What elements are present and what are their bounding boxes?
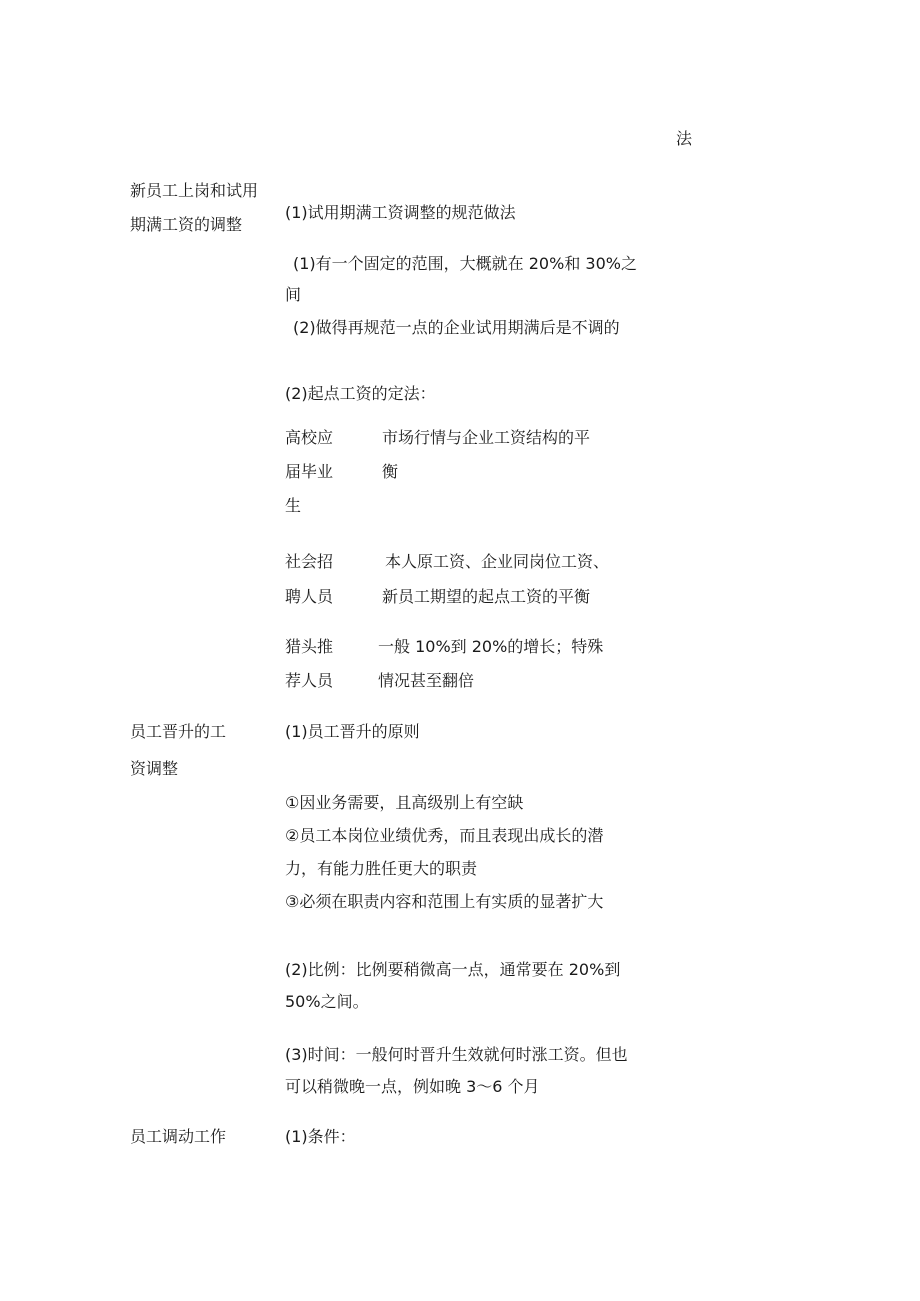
starting-pay-who: 猎头推	[285, 637, 334, 656]
section-label-line: 员工晋升的工	[130, 722, 227, 741]
promotion-principle-heading: (1)员工晋升的原则	[285, 722, 420, 741]
starting-pay-heading: (2)起点工资的定法：	[285, 384, 436, 403]
promotion-ratio-text: (2)比例：比例要稍微高一点，通常要在 20%到	[285, 960, 621, 979]
trial-adjust-item: (2)做得再规范一点的企业试用期满后是不调的	[293, 318, 620, 337]
section-label-line: 员工调动工作	[130, 1127, 227, 1146]
trial-adjust-item: 间	[285, 285, 302, 304]
top-fragment-text: 法	[676, 129, 693, 148]
starting-pay-who: 社会招	[285, 552, 334, 571]
promotion-timing-text: (3)时间：一般何时晋升生效就何时涨工资。但也	[285, 1045, 628, 1064]
promotion-principle-item: ③必须在职责内容和范围上有实质的显著扩大	[285, 892, 604, 911]
starting-pay-who: 届毕业	[285, 462, 334, 481]
starting-pay-how: 一般 10%到 20%的增长；特殊	[378, 637, 604, 656]
transfer-condition-heading: (1)条件：	[285, 1127, 356, 1146]
starting-pay-how: 情况甚至翻倍	[378, 671, 475, 690]
promotion-ratio-text: 50%之间。	[285, 992, 369, 1011]
starting-pay-how: 新员工期望的起点工资的平衡	[382, 587, 591, 606]
starting-pay-who: 荐人员	[285, 671, 334, 690]
starting-pay-how: 市场行情与企业工资结构的平	[382, 428, 591, 447]
starting-pay-who: 聘人员	[285, 587, 334, 606]
promotion-principle-item: ①因业务需要，且高级别上有空缺	[285, 793, 524, 812]
starting-pay-who: 高校应	[285, 428, 334, 447]
promotion-principle-item: ②员工本岗位业绩优秀，而且表现出成长的潜	[285, 826, 604, 845]
promotion-principle-item: 力，有能力胜任更大的职责	[285, 859, 478, 878]
trial-adjust-heading: (1)试用期满工资调整的规范做法	[285, 203, 516, 222]
section-label-line: 期满工资的调整	[130, 215, 243, 234]
starting-pay-who: 生	[285, 496, 302, 515]
section-label-line: 资调整	[130, 759, 179, 778]
promotion-timing-text: 可以稍微晚一点，例如晚 3～6 个月	[285, 1077, 540, 1096]
section-label-line: 新员工上岗和试用	[130, 181, 259, 200]
trial-adjust-item: (1)有一个固定的范围，大概就在 20%和 30%之	[293, 254, 637, 273]
starting-pay-how: 本人原工资、企业同岗位工资、	[385, 552, 610, 571]
starting-pay-how: 衡	[382, 462, 399, 481]
